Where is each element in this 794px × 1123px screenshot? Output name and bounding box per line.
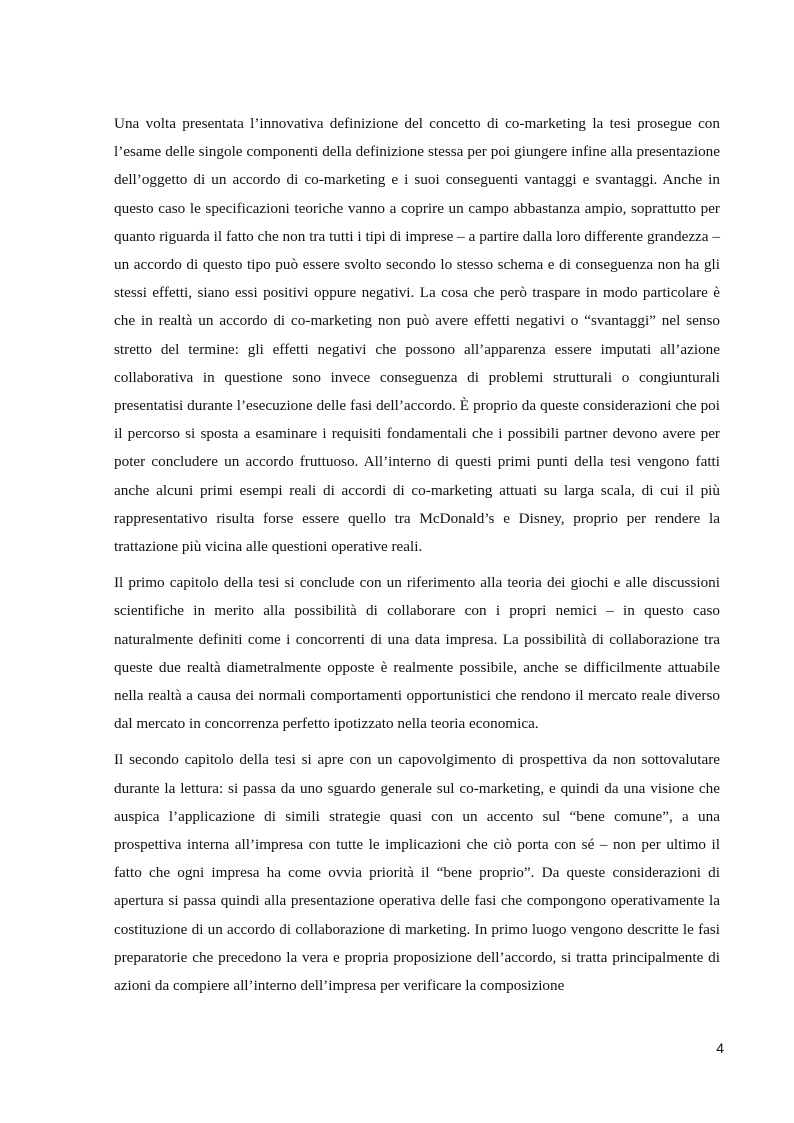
- page-number: 4: [716, 1040, 724, 1056]
- paragraph-3: Il secondo capitolo della tesi si apre con un capovolgimento di prospettiva da non sottovalutare durante la lettura: si passa da uno sguardo generale sul co-marketing, e quindi da una visione che auspica l’applicazione di simili strategie quasi con un accento sul “bene comune”, a una prospettiva interna all’impresa con tutte le implicazioni che ciò porta con sé – non per ultimo il fatto che ogni impresa ha come ovvia priorità il “bene proprio”. Da queste considerazioni di apertura si passa quindi alla presentazione operativa delle fasi che compongono operativamente la costituzione di un accordo di collaborazione di marketing. In primo luogo vengono descritte le fasi preparatorie che precedono la vera e propria proposizione dell’accordo, si tratta principalmente di azioni da compiere all’interno dell’impresa per verificare la composizione: [114, 751, 720, 995]
- paragraph-2: Il primo capitolo della tesi si conclude con un riferimento alla teoria dei giochi e alle discussioni scientifiche in merito alla possibilità di collaborare con i propri nemici – in questo caso naturalmente definiti come i concorrenti di una data impresa. La possibilità di collaborazione tra queste due realtà diametralmente opposte è realmente possibile, anche se difficilmente attuabile nella realtà a causa dei normali comportamenti opportunistici che rendono il mercato reale diverso dal mercato in concorrenza perfetto ipotizzato nella teoria economica.: [114, 574, 720, 733]
- paragraph-1: Una volta presentata l’innovativa definizione del concetto di co-marketing la tesi prosegue con l’esame delle singole componenti della definizione stessa per poi giungere infine alla presentazione dell’oggetto di un accordo di co-marketing e i suoi conseguenti vantaggi e svantaggi. Anche in questo caso le specificazioni teoriche vanno a coprire un campo abbastanza ampio, soprattutto per quanto riguarda il fatto che non tra tutti i tipi di imprese – a partire dalla loro differente grandezza – un accordo di questo tipo può essere svolto secondo lo stesso schema e di conseguenza non ha gli stessi effetti, siano essi positivi oppure negativi. La cosa che però traspare in modo particolare è che in realtà un accordo di co-marketing non può avere effetti negativi o “svantaggi” nel senso stretto del termine: gli effetti negativi che possono all’apparenza essere imputati all’azione collaborativa in questione sono invece conseguenza di problemi strutturali o congiunturali presentatisi durante l’esecuzione delle fasi dell’accordo. È proprio da queste considerazioni che poi il percorso si sposta a esaminare i requisiti fondamentali che i possibili partner devono avere per poter concludere un accordo fruttuoso. All’interno di questi primi punti della tesi vengono fatti anche alcuni primi esempi reali di accordi di co-marketing attuati su larga scala, di cui il più rappresentativo risulta forse essere quello tra McDonald’s e Disney, proprio per rendere la trattazione più vicina alle questioni operative reali.: [114, 115, 720, 556]
- document-body: [114, 110, 720, 1008]
